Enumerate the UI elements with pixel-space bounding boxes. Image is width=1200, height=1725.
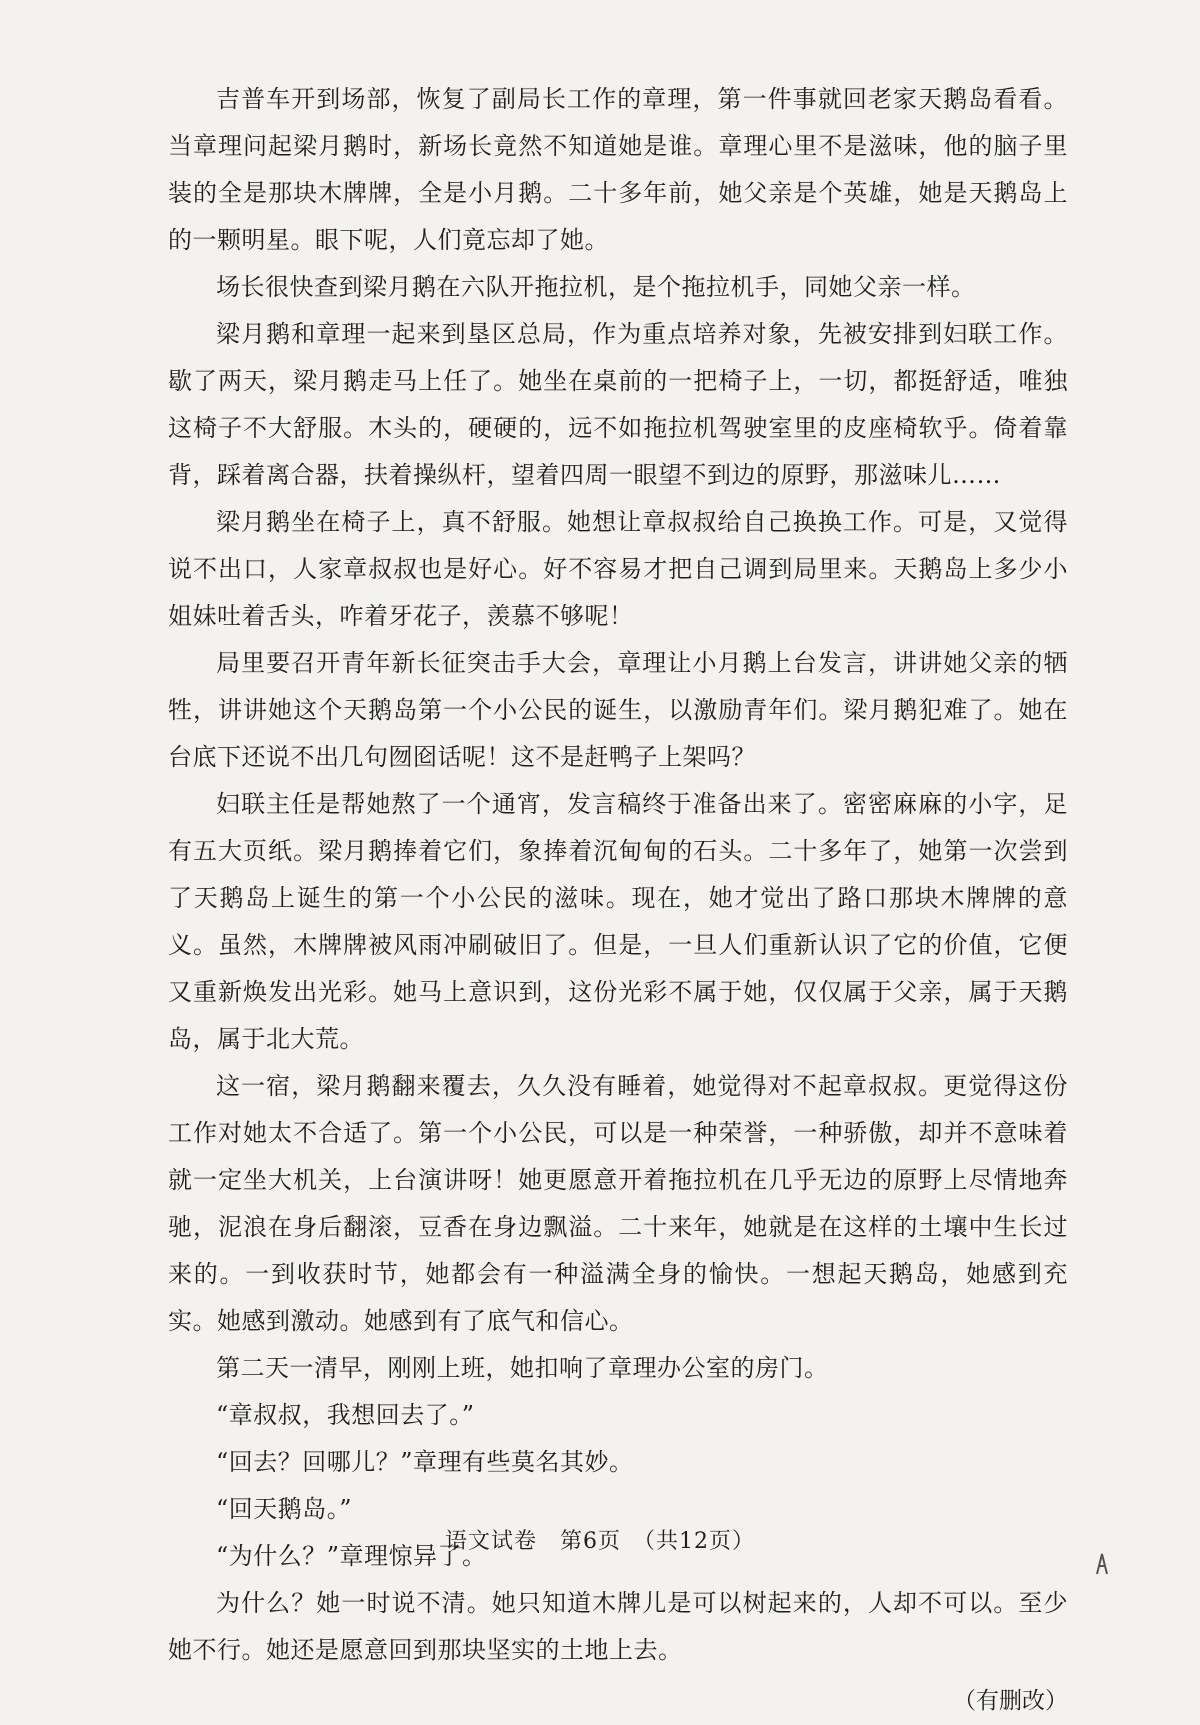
dialogue-line-1: “章叔叔，我想回去了。”: [216, 1401, 475, 1429]
paragraph-final: 为什么？她一时说不清。她只知道木牌儿是可以树起来的，人却不可以。至少她不行。她还是愿意回到那块坚实的土地上去。: [168, 1589, 1068, 1664]
dialogue-line-4: “为什么？”章理惊异了。: [216, 1542, 487, 1570]
paragraph-6: 妇联主任是帮她熬了一个通宵，发言稿终于准备出来了。密密麻麻的小字，足有五大页纸。梁月鹅捧着它们，象捧着沉甸甸的石头。二十多年了，她第一次尝到了天鹅岛上诞生的第一个小公民的滋味。现在，她才觉出了路口那块木牌牌的意义。虽然，木牌牌被风雨冲刷破旧了。但是，一旦人们重新认识了它的价值，它便又重新焕发出光彩。她马上意识到，这份光彩不属于她，仅仅属于父亲，属于天鹅岛，属于北大荒。: [168, 790, 1068, 1053]
paragraph-4: 梁月鹅坐在椅子上，真不舒服。她想让章叔叔给自己换换工作。可是，又觉得说不出口，人家章叔叔也是好心。好不容易才把自己调到局里来。天鹅岛上多少小姐妹吐着舌头，咋着牙花子，羡慕不够呢！: [168, 508, 1068, 630]
paragraph-5: 局里要召开青年新长征突击手大会，章理让小月鹅上台发言，讲讲她父亲的牺牲，讲讲她这个天鹅岛第一个小公民的诞生，以激励青年们。梁月鹅犯难了。她在台底下还说不出几句囫囵话呢！这不是赶鸭子上架吗？: [168, 649, 1068, 771]
paragraph-2: 场长很快查到梁月鹅在六队开拖拉机，是个拖拉机手，同她父亲一样。: [216, 273, 976, 301]
source-note: （有删改）: [953, 1688, 1068, 1714]
paragraph-8: 第二天一清早，刚刚上班，她扣响了章理办公室的房门。: [216, 1354, 829, 1382]
dialogue-line-3: “回天鹅岛。”: [216, 1495, 353, 1523]
dialogue-line-2: “回去？回哪儿？”章理有些莫名其妙。: [216, 1448, 634, 1476]
scan-mark-icon: [1094, 1550, 1110, 1576]
paragraph-7: 这一宿，梁月鹅翻来覆去，久久没有睡着，她觉得对不起章叔叔。更觉得这份工作对她太不合适了。第一个小公民，可以是一种荣誉，一种骄傲，却并不意味着就一定坐大机关，上台演讲呀！她更愿意开着拖拉机在几乎无边的原野上尽情地奔驰，泥浪在身后翻滚，豆香在身边飘溢。二十来年，她就是在这样的土壤中生长过来的。一到收获时节，她都会有一种溢满全身的愉快。一想起天鹅岛，她感到充实。她感到激动。她感到有了底气和信心。: [168, 1072, 1068, 1335]
paragraph-3: 梁月鹅和章理一起来到垦区总局，作为重点培养对象，先被安排到妇联工作。歇了两天，梁月鹅走马上任了。她坐在桌前的一把椅子上，一切，都挺舒适，唯独这椅子不大舒服。木头的，硬硬的，远不如拖拉机驾驶室里的皮座椅软乎。倚着靠背，踩着离合器，扶着操纵杆，望着四周一眼望不到边的原野，那滋味儿……: [168, 320, 1068, 489]
paragraph-1: 吉普车开到场部，恢复了副局长工作的章理，第一件事就回老家天鹅岛看看。当章理问起梁月鹅时，新场长竟然不知道她是谁。章理心里不是滋味，他的脑子里装的全是那块木牌牌，全是小月鹅。二十多年前，她父亲是个英雄，她是天鹅岛上的一颗明星。眼下呢，人们竟忘却了她。: [168, 85, 1068, 254]
page-footer: 语文试卷 第6页 （共12页）: [445, 1529, 755, 1554]
story-text: [168, 76, 1068, 1725]
